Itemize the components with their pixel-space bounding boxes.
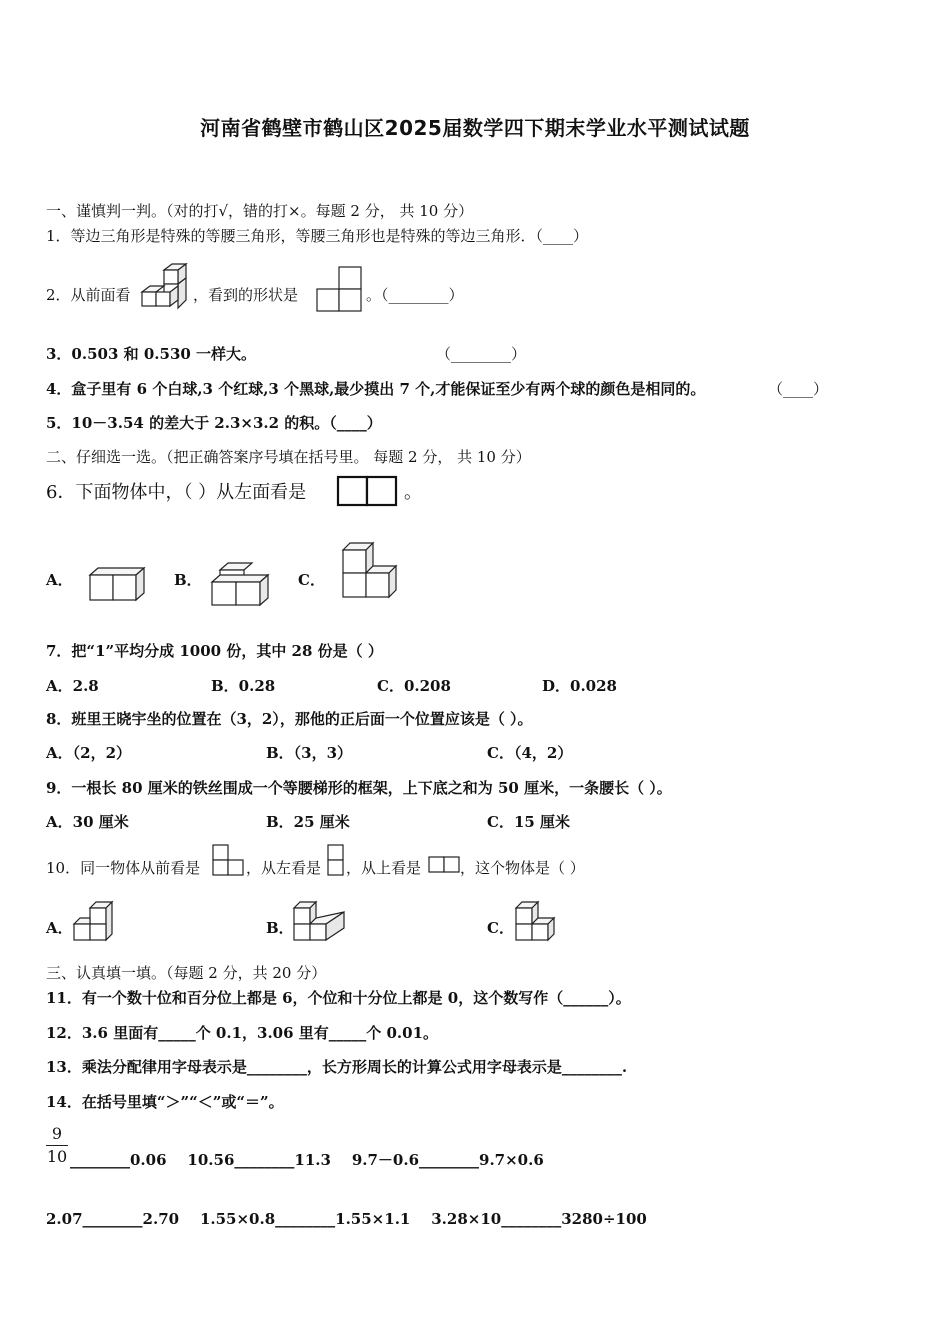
question-6: 6．下面物体中，（ ）从左面看是	[46, 482, 307, 503]
question-13: 13．乘法分配律用字母表示是________，长方形周长的计算公式用字母表示是________.	[46, 1058, 628, 1076]
question-7-option-b[interactable]: B．0.28	[211, 677, 276, 695]
option-a-figure-q10	[72, 900, 118, 942]
question-4: 4．盒子里有 6 个白球,3 个红球,3 个黑球,最少摸出 7 个,才能保证至少有两个球的颜色是相同的。	[46, 380, 706, 398]
question-9-option-c[interactable]: C．15 厘米	[487, 813, 571, 831]
question-9-option-a[interactable]: A．30 厘米	[46, 813, 129, 831]
question-8: 8．班里王晓宇坐的位置在（3，2），那他的正后面一个位置应该是（ ）。	[46, 710, 533, 728]
section3-heading: 三、认真填一填。（每题 2 分，共 20 分）	[46, 964, 327, 982]
question-11: 11．有一个数十位和百分位上都是 6，个位和十分位上都是 0，这个数写作（______）。	[46, 989, 631, 1007]
option-c-figure-q10	[514, 900, 560, 942]
fraction-numerator: 9	[51, 1124, 63, 1143]
question-10-option-a-label[interactable]: A．	[46, 919, 73, 937]
cube-stack-figure-q2	[140, 262, 190, 312]
fraction-nine-tenths	[46, 1124, 68, 1167]
question-14: 14．在括号里填“＞”“＜”或“＝”。	[46, 1093, 284, 1111]
question-7-option-a[interactable]: A．2.8	[46, 677, 99, 695]
option-b-figure-q6	[210, 560, 272, 608]
page-title: 河南省鹤壁市鹤山区2025届数学四下期末学业水平测试试题	[200, 116, 750, 140]
question-2-middle: ，看到的形状是	[193, 286, 299, 304]
question-5: 5．10－3.54 的差大于 2.3×3.2 的积。（____）	[46, 414, 382, 432]
section1-heading: 一、谨慎判一判。（对的打√，错的打×。每题 2 分， 共 10 分）	[46, 202, 474, 220]
question-7: 7．把“1”平均分成 1000 份，其中 28 份是（ ）	[46, 642, 383, 660]
question-14-row-1: ________0.06 10.56________11.3 9.7－0.6________9.7×0.6	[70, 1151, 544, 1169]
question-2-start: 2．从前面看	[46, 286, 131, 304]
question-7-option-c[interactable]: C．0.208	[377, 677, 451, 695]
section2-heading: 二、仔细选一选。（把正确答案序号填在括号里。 每题 2 分， 共 10 分）	[46, 448, 531, 466]
question-10-end: ，这个物体是（ ）	[460, 859, 585, 877]
option-b-figure-q10	[292, 900, 348, 942]
question-4-blank: （____）	[768, 380, 829, 398]
top-view-shape-q10	[428, 856, 462, 876]
front-view-shape-q2	[315, 266, 365, 314]
question-8-option-b[interactable]: B．（3，3）	[266, 744, 353, 762]
option-a-figure-q6	[88, 565, 148, 605]
left-view-shape-q10	[327, 843, 347, 877]
front-view-shape-q10	[212, 843, 246, 877]
question-10-option-b-label[interactable]: B．	[266, 919, 294, 937]
question-6-option-c-label[interactable]: C．	[298, 571, 325, 589]
question-2-blank: 。（________）	[366, 286, 464, 304]
question-8-option-c[interactable]: C．（4，2）	[487, 744, 573, 762]
question-10: 10．同一物体从前看是	[46, 859, 201, 877]
question-3-blank: （________）	[436, 345, 527, 363]
left-view-shape-q6	[337, 476, 399, 508]
question-10-option-c-label[interactable]: C．	[487, 919, 514, 937]
fraction-denominator: 10	[46, 1147, 68, 1166]
question-3: 3．0.503 和 0.530 一样大。	[46, 345, 257, 363]
question-8-option-a[interactable]: A．（2，2）	[46, 744, 132, 762]
option-c-figure-q6	[340, 540, 400, 602]
question-10-top-label: ，从上看是	[346, 859, 422, 877]
question-6-option-a-label[interactable]: A．	[46, 571, 73, 589]
question-10-left-label: ，从左看是	[246, 859, 322, 877]
question-6-end: 。	[404, 482, 422, 503]
question-14-row-2: 2.07________2.70 1.55×0.8________1.55×1.1 3.28×10________3280÷100	[46, 1210, 647, 1228]
question-9: 9．一根长 80 厘米的铁丝围成一个等腰梯形的框架，上下底之和为 50 厘米，一条腰长（ ）。	[46, 779, 672, 797]
question-7-option-d[interactable]: D．0.028	[542, 677, 617, 695]
question-9-option-b[interactable]: B．25 厘米	[266, 813, 350, 831]
question-1: 1．等边三角形是特殊的等腰三角形，等腰三角形也是特殊的等边三角形．（____）	[46, 227, 589, 245]
question-12: 12．3.6 里面有_____个 0.1，3.06 里有_____个 0.01。	[46, 1024, 439, 1042]
question-6-option-b-label[interactable]: B．	[174, 571, 202, 589]
